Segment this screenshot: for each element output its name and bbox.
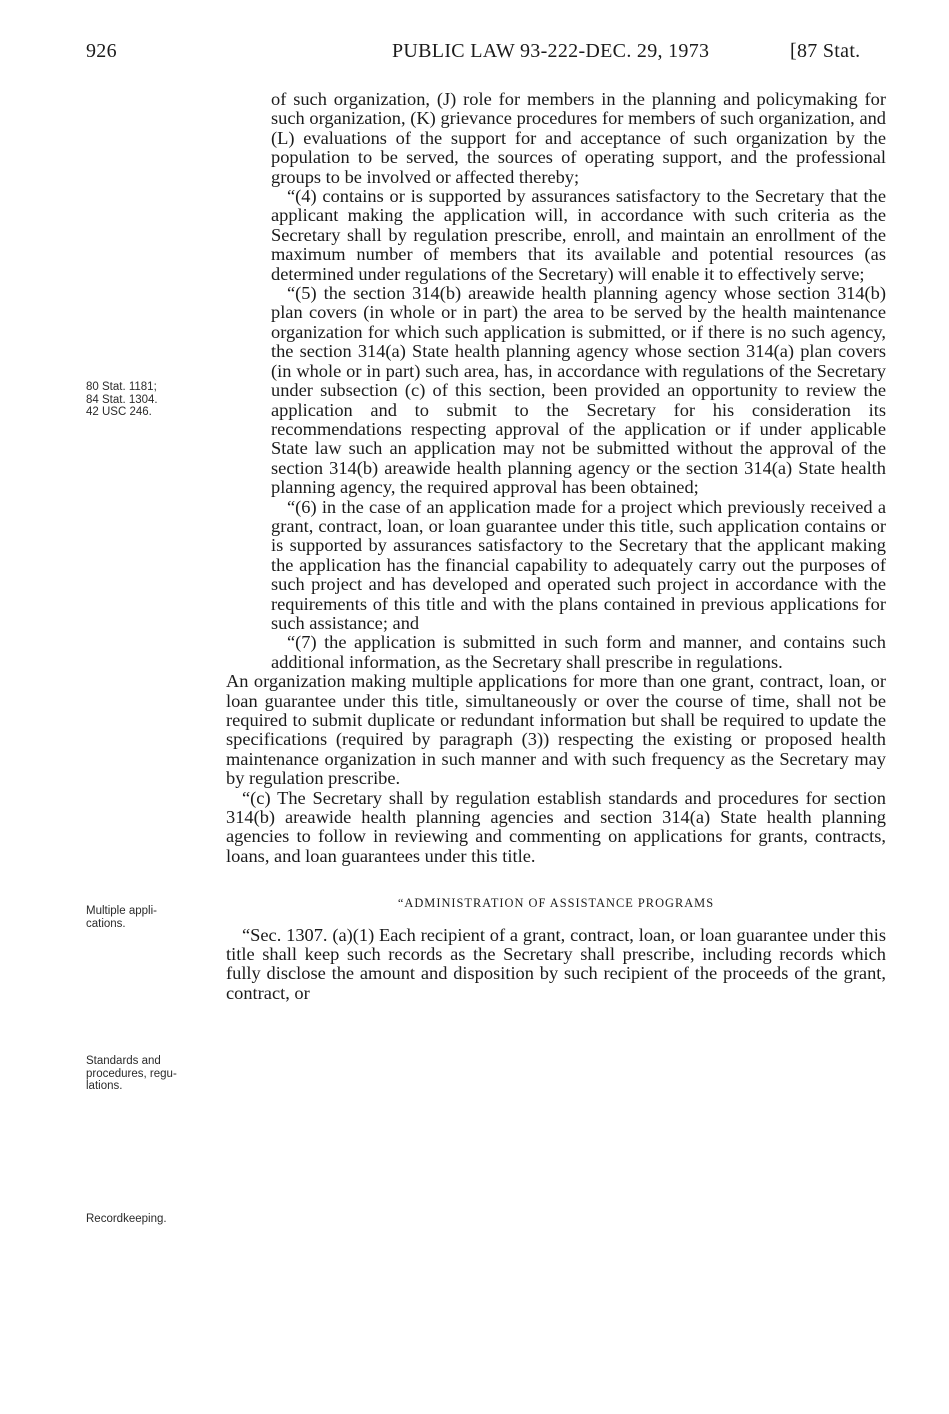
law-text-body bbox=[226, 90, 886, 1003]
paragraph-multiple-applications: An organization making multiple applications for more than one grant, contract, loan, or loan guarantee under this title, simultaneously or over the course of time, shall not be required to submit duplicate or redundant information but shall be required to update the specifications (required by paragraph (3)) respecting the existing or proposed health maintenance organization in such manner and with such frequency as the Secretary may by regulation prescribe. bbox=[226, 671, 886, 789]
running-title: PUBLIC LAW 93-222-DEC. 29, 1973 bbox=[392, 40, 710, 62]
paragraph-6: “(6) in the case of an application made for a project which previously received a grant, contract, loan, or loan guarantee under this title, such application contains or is supported by assurances satisfactory to the Secretary that the applicant making the application has the financial capability to adequately carry out the purposes of such project and has developed and operated such project in accordance with the requirements of this title and with the plans contained in previous applications for such assistance; and bbox=[271, 496, 886, 633]
subsection-c: “(c) The Secretary shall by regulation establish standards and procedures for section 314(b) areawide health planning agencies and section 314(a) State health planning agencies to follow in reviewing and commenting on applications for grants, contracts, loans, and loan guarantees under this title. bbox=[226, 787, 886, 866]
paragraph-4: “(4) contains or is supported by assurances satisfactory to the Secretary that the applicant making the application will, in accordance with such criteria as the Secretary shall by regulation prescribe, enroll, and maintain an enrollment of the maximum number of members that its available and potential resources (as determined under regulations of the Secretary) will enable it to effectively serve; bbox=[271, 186, 886, 284]
section-1307: “Sec. 1307. (a)(1) Each recipient of a grant, contract, loan, or loan guarantee under this title shall keep such records as the Secretary shall prescribe, including records which fully disclose the amount and disposition by such recipient of the proceeds of the grant, contract, or bbox=[226, 924, 886, 1003]
section-heading: “ADMINISTRATION OF ASSISTANCE PROGRAMS bbox=[397, 896, 715, 911]
margin-note-statute-citation: 80 Stat. 1181; 84 Stat. 1304. 42 USC 246. bbox=[86, 381, 158, 418]
volume-reference: [87 Stat. bbox=[790, 40, 861, 62]
margin-note-multiple-applications: Multiple appli- cations. bbox=[86, 905, 157, 930]
paragraph-7: “(7) the application is submitted in such form and manner, and contains such additional information, as the Secretary shall prescribe in regulations. bbox=[271, 632, 886, 672]
paragraph-continuation: of such organization, (J) role for members in the planning and policymaking for such organization, (K) grievance procedures for members of such organization, and (L) evaluations of the support for and acceptance of such organization by the population to be served, the sources of operating support, and the professional groups to be involved or affected thereby; bbox=[271, 89, 886, 187]
margin-note-recordkeeping: Recordkeeping. bbox=[86, 1213, 167, 1225]
paragraph-5: “(5) the section 314(b) areawide health planning agency whose section 314(b) plan covers (in whole or in part) the area to be served by the health maintenance organization for which such application is submitted, or if there is no such agency, the section 314(a) State health planning agency whose section 314(a) plan covers (in whole or in part) such area, has, in accordance with regulations of the Secretary under subsection (c) of this section, been provided an opportunity to review the application and to submit to the Secretary for his consideration its recommendations respecting approval of the application or if under applicable State law such an application may not be submitted without the approval of the section 314(b) areawide health planning agency or the section 314(a) State health planning agency, the required approval has been obtained; bbox=[271, 283, 886, 498]
page-number: 926 bbox=[86, 40, 117, 62]
margin-note-standards-procedures: Standards and procedures, regu- lations. bbox=[86, 1055, 177, 1092]
